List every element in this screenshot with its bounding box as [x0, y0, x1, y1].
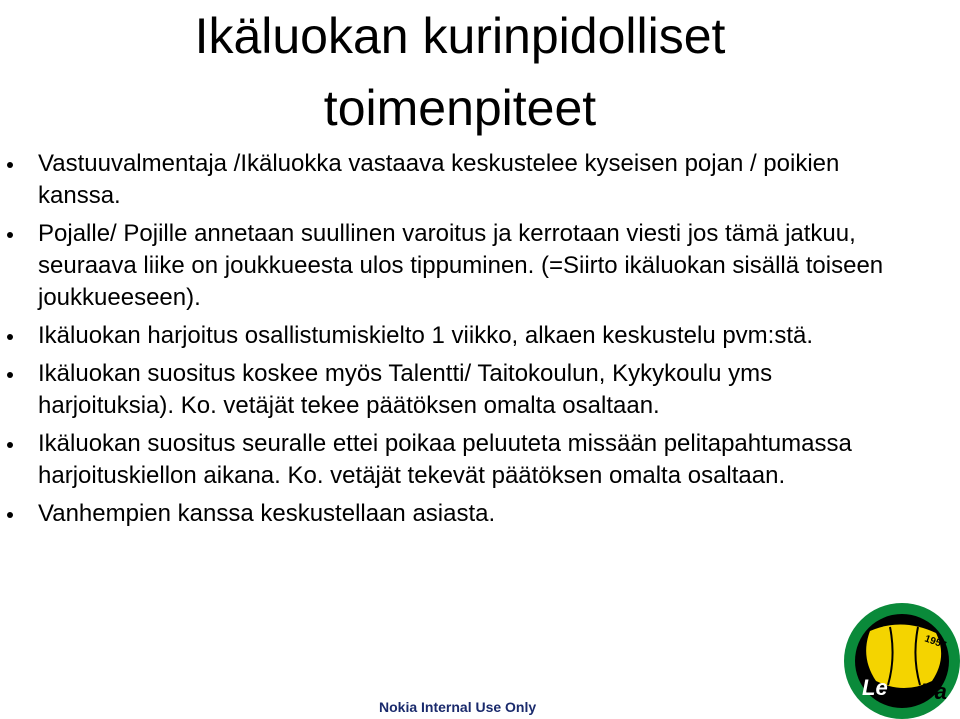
- bullet-item: [0, 148, 900, 212]
- bullet-item: [0, 358, 900, 422]
- bullet-text: Ikäluokan suositus koskee myös Talentti/ Taitokoulun, Kykykoulu yms harjoituksia). Ko. vetäjät tekee päätöksen omalta osaltaan.: [38, 360, 773, 419]
- title-line-1: Ikäluokan kurinpidolliset: [194, 8, 726, 64]
- bullet-dot-icon: [7, 372, 13, 378]
- logo-text-left: Le: [862, 675, 888, 700]
- bullet-item: [0, 498, 900, 530]
- bullet-list: [0, 148, 900, 536]
- bullet-dot-icon: [7, 442, 13, 448]
- club-logo: [840, 597, 960, 719]
- footer-label: Nokia Internal Use Only: [379, 699, 537, 715]
- bullet-dot-icon: [7, 232, 13, 238]
- bullet-dot-icon: [7, 512, 13, 518]
- bullet-text: Pojalle/ Pojille annetaan suullinen varoitus ja kerrotaan viesti jos tämä jatkuu, seuraava liike on joukkueesta ulos tippuminen. (=Siirto ikäluokan sisällä toiseen joukkueeseen).: [38, 220, 884, 311]
- bullet-text: Vanhempien kanssa keskustellaan asiasta.: [38, 500, 496, 527]
- bullet-text: Vastuuvalmentaja /Ikäluokka vastaava keskustelee kyseisen pojan / poikien kanssa.: [38, 150, 840, 209]
- logo-year: 1957: [922, 633, 948, 652]
- bullet-item: [0, 428, 900, 492]
- title-line-2: toimenpiteet: [323, 80, 597, 136]
- logo-text-right: Pa: [920, 679, 947, 704]
- bullet-dot-icon: [7, 334, 13, 340]
- bullet-dot-icon: [7, 162, 13, 168]
- bullet-text: Ikäluokan suositus seuralle ettei poikaa peluuteta missään pelitapahtumassa harjoituskiellon aikana. Ko. vetäjät tekevät päätöksen omalta osaltaan.: [38, 430, 852, 489]
- bullet-item: [0, 218, 900, 314]
- bullet-text: Ikäluokan harjoitus osallistumiskielto 1 viikko, alkaen keskustelu pvm:stä.: [38, 322, 814, 349]
- slide-title: [0, 0, 920, 144]
- bullet-item: [0, 320, 900, 352]
